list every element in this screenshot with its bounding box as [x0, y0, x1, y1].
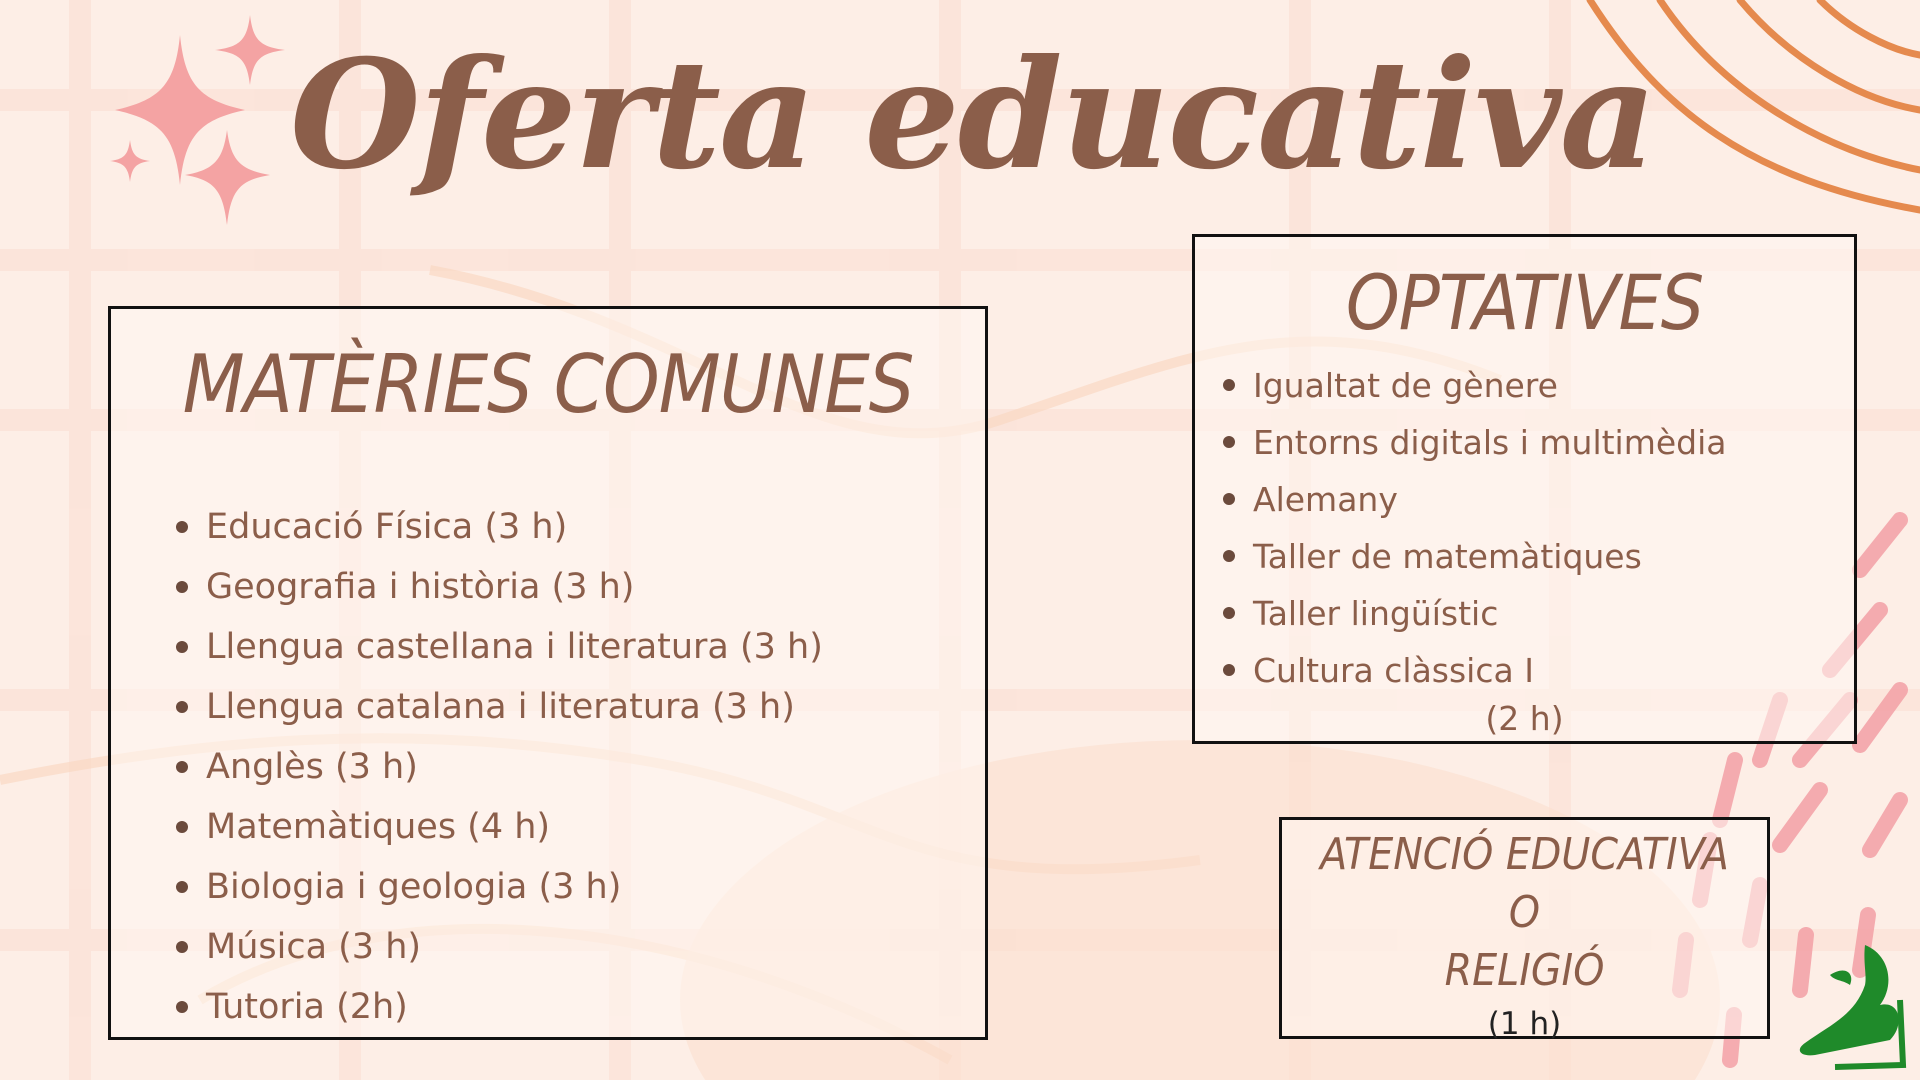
optional-hours: (2 h) [1485, 699, 1564, 738]
list-item: Matemàtiques (4 h) [206, 797, 985, 857]
list-item: Taller de matemàtiques [1253, 528, 1854, 585]
list-item: Geografia i història (3 h) [206, 557, 985, 617]
common-subjects-list [111, 497, 985, 1037]
sparkle-icon [105, 15, 295, 240]
common-subjects-panel [108, 306, 988, 1040]
attention-heading-line1: ATENCIÓ EDUCATIVA [1320, 829, 1729, 880]
list-item: Música (3 h) [206, 917, 985, 977]
list-item: Cultura clàssica I [1253, 642, 1854, 699]
list-item: Llengua catalana i literatura (3 h) [206, 677, 985, 737]
attention-panel [1279, 817, 1770, 1042]
list-item: Educació Física (3 h) [206, 497, 985, 557]
list-item: Igualtat de gènere [1253, 357, 1854, 414]
list-item: Entorns digitals i multimèdia [1253, 414, 1854, 471]
common-subjects-heading: MATÈRIES COMUNES [182, 338, 914, 431]
school-logo-icon [1795, 945, 1910, 1070]
attention-hours: (1 h) [1487, 1006, 1562, 1042]
optional-subjects-panel [1192, 234, 1857, 744]
list-item: Anglès (3 h) [206, 737, 985, 797]
attention-heading-line3: RELIGIÓ [1444, 945, 1605, 996]
list-item: Llengua castellana i literatura (3 h) [206, 617, 985, 677]
page-title: Oferta educativa [290, 27, 1655, 203]
list-item: Taller lingüístic [1253, 585, 1854, 642]
attention-heading-line2: O [1508, 887, 1541, 938]
list-item: Biologia i geologia (3 h) [206, 857, 985, 917]
list-item: Alemany [1253, 471, 1854, 528]
list-item: Tutoria (2h) [206, 977, 985, 1037]
optional-subjects-list [1195, 357, 1854, 699]
optional-subjects-heading: OPTATIVES [1345, 258, 1704, 347]
